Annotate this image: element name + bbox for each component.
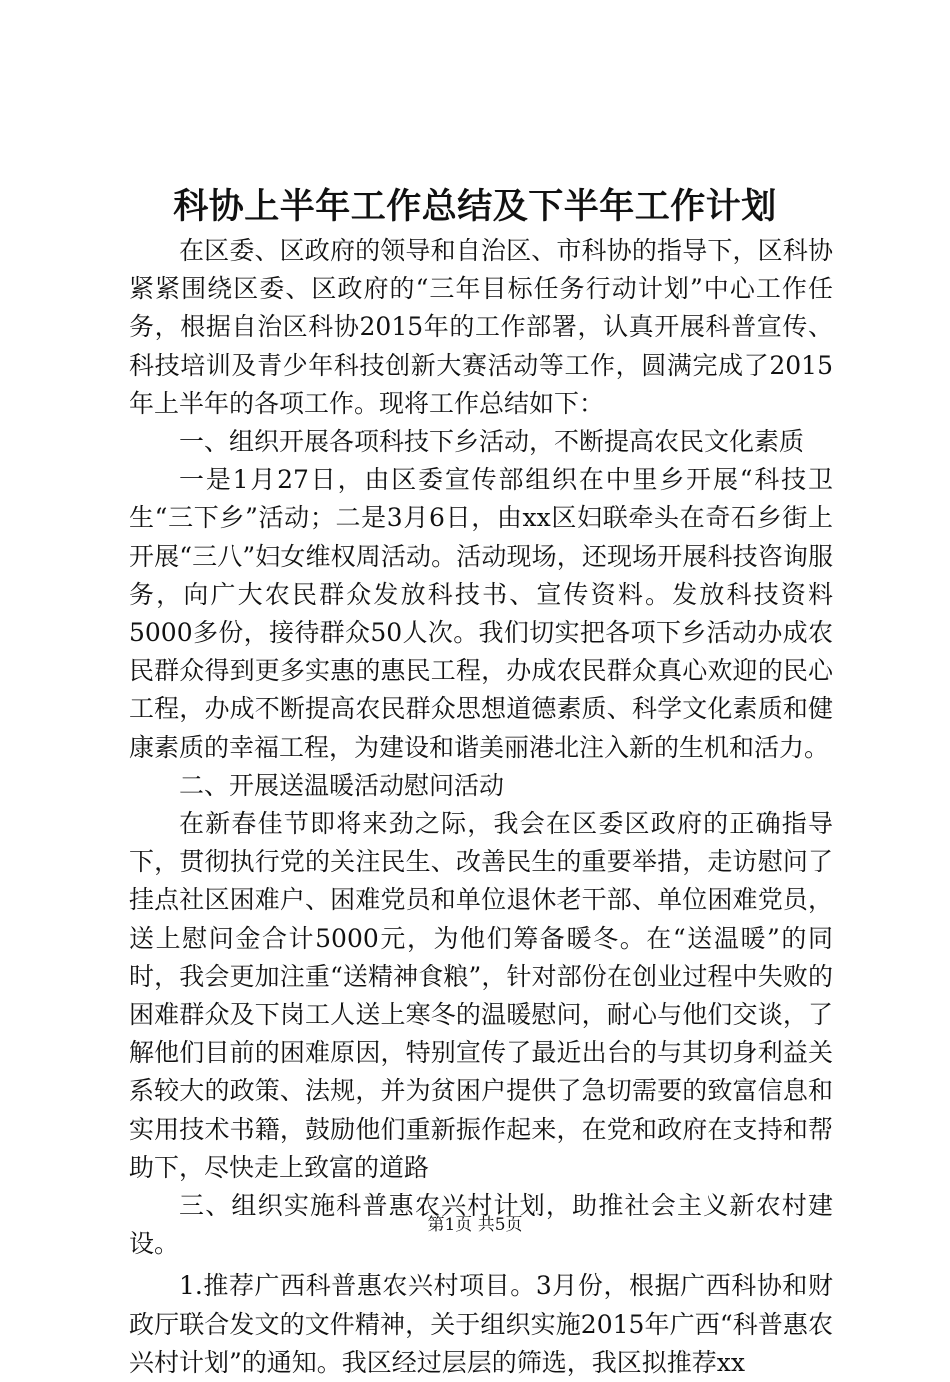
section-heading-2: 二、开展送温暖活动慰问活动 <box>179 770 505 800</box>
paragraph-section-2: 在新春佳节即将来劲之际，我会在区委区政府的正确指导下，贯彻执行党的关注民生、改善民生的重要举措，走访慰问了挂点社区困难户、困难党员和单位退休老干部、单位困难党员，送上慰问金合计5000元，为他们筹备暖冬。在“送温暖”的同时，我会更加注重“送精神食粮”，针对部份在创业过程中失败的困难群众及下岗工人送上寒冬的温暖慰问，耐心与他们交谈，了解他们目前的困难原因，特别宣传了最近出台的与其切身利益关系较大的政策、法规，并为贫困户提供了急切需要的致富信息和实用技术书籍，鼓励他们重新振作起来，在党和政府在支持和帮助下，尽快走上致富的道路 <box>129 809 833 1182</box>
section-heading-1: 一、组织开展各项科技下乡活动，不断提高农民文化素质 <box>179 427 805 457</box>
section-heading-3: 三、组织实施科普惠农兴村计划，助推社会主义新农村建设。 <box>129 1191 833 1259</box>
paragraph-intro: 在区委、区政府的领导和自治区、市科协的指导下，区科协紧紧围绕区委、区政府的“三年目标任务行动计划”中心工作任务，根据自治区科协2015年的工作部署，认真开展科普宣传、科技培训及青少年科技创新大赛活动等工作，圆满完成了2015年上半年的各项工作。现将工作总结如下： <box>129 236 833 418</box>
paragraph-section-3-item-1: 1.推荐广西科普惠农兴村项目。3月份，根据广西科协和财政厅联合发文的文件精神，关于组织实施2015年广西“科普惠农兴村计划”的通知。我区经过层层的筛选，我区拟推荐xx <box>129 1271 833 1377</box>
page-footer: 第1页 共5页 <box>427 1215 523 1235</box>
paragraph-section-1: 一是1月27日，由区委宣传部组织在中里乡开展“科技卫生“三下乡”活动；二是3月6日，由xx区妇联牵头在奇石乡街上开展“三八”妇女维权周活动。活动现场，还现场开展科技咨询服务，向广大农民群众发放科技书、宣传资料。发放科技资料5000多份，接待群众50人次。我们切实把各项下乡活动办成农民群众得到更多实惠的惠民工程，办成农民群众真心欢迎的民心工程，办成不断提高农民群众思想道德素质、科学文化素质和健康素质的幸福工程，为建设和谐美丽港北注入新的生机和活力。 <box>129 465 833 762</box>
document-title: 科协上半年工作总结及下半年工作计划 <box>173 186 777 227</box>
document-body <box>129 232 833 1382</box>
